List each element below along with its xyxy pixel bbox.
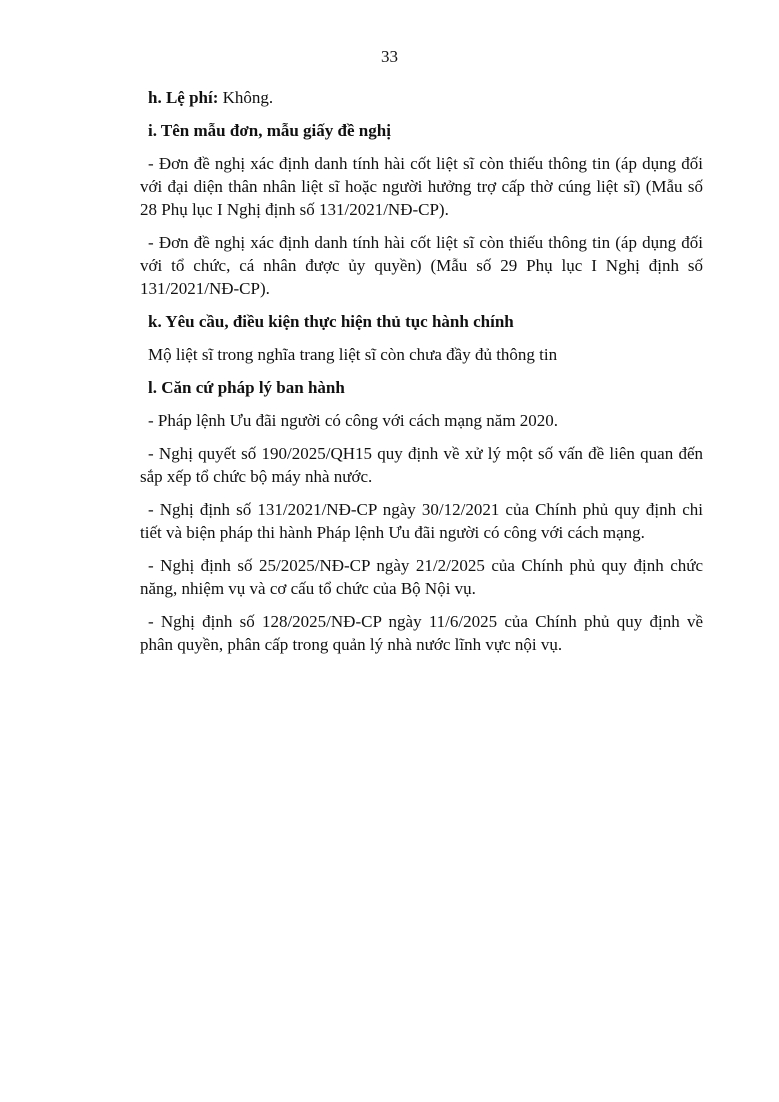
section-l-item: - Pháp lệnh Ưu đãi người có công với cách mạng năm 2020. [148, 411, 559, 430]
section-k-text: Mộ liệt sĩ trong nghĩa trang liệt sĩ còn chưa đầy đủ thông tin [148, 345, 558, 364]
section-i-item: - Đơn đề nghị xác định danh tính hài cốt liệt sĩ còn thiếu thông tin (áp dụng đối với tổ chức, cá nhân được ủy quyền) (Mẫu số 29 Phụ lục I Nghị định số 131/2021/NĐ-CP). [140, 233, 703, 298]
section-i-item: - Đơn đề nghị xác định danh tính hài cốt liệt sĩ còn thiếu thông tin (áp dụng đối với đại diện thân nhân liệt sĩ hoặc người hưởng trợ cấp thờ cúng liệt sĩ) (Mẫu số 28 Phụ lục I Nghị định số 131/2021/NĐ-CP). [140, 154, 703, 219]
section-l-item: - Nghị định số 25/2025/NĐ-CP ngày 21/2/2025 của Chính phủ quy định chức năng, nhiệm vụ và cơ cấu tổ chức của Bộ Nội vụ. [140, 556, 703, 598]
section-l-item: - Nghị quyết số 190/2025/QH15 quy định về xử lý một số vấn đề liên quan đến sắp xếp tổ chức bộ máy nhà nước. [140, 444, 703, 486]
section-l-title: l. Căn cứ pháp lý ban hành [148, 378, 345, 397]
document-body [140, 86, 703, 666]
fee-value: Không. [218, 88, 274, 107]
section-i-title: i. Tên mẫu đơn, mẫu giấy đề nghị [148, 121, 391, 140]
page-number: 33 [381, 47, 398, 66]
fee-label: h. Lệ phí: [148, 88, 219, 107]
section-k-title: k. Yêu cầu, điều kiện thực hiện thủ tục hành chính [148, 312, 514, 331]
section-l-item: - Nghị định số 128/2025/NĐ-CP ngày 11/6/2025 của Chính phủ quy định về phân quyền, phân cấp trong quản lý nhà nước lĩnh vực nội vụ. [140, 612, 703, 654]
section-h-fee [140, 86, 703, 109]
section-l-item: - Nghị định số 131/2021/NĐ-CP ngày 30/12/2021 của Chính phủ quy định chi tiết và biện pháp thi hành Pháp lệnh Ưu đãi người có công với cách mạng. [140, 500, 703, 542]
